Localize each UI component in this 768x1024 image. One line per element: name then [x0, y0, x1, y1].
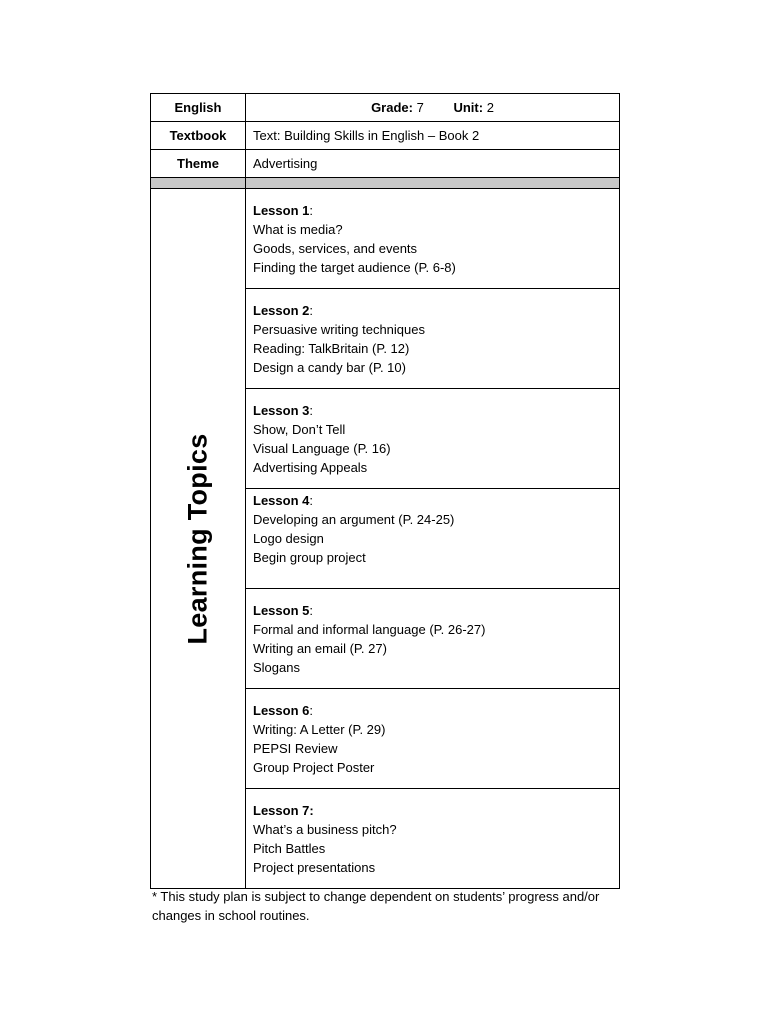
lesson-item: Finding the target audience (P. 6-8)	[253, 260, 456, 275]
unit-label: Unit:	[453, 100, 484, 115]
study-plan-table	[150, 93, 620, 889]
lesson-item: Advertising Appeals	[253, 460, 368, 475]
lesson-title: Lesson 4	[253, 493, 310, 508]
lesson-item: Writing: A Letter (P. 29)	[253, 722, 386, 737]
lesson-cell: Lesson 1: What is media? Goods, services, and events Finding the target audience (P. 6-8)	[246, 189, 620, 289]
lesson-item: What’s a business pitch?	[253, 822, 397, 837]
lesson-item: Formal and informal language (P. 26-27)	[253, 622, 486, 637]
lesson-title: Lesson 5	[253, 603, 310, 618]
lesson-item: Show, Don’t Tell	[253, 422, 346, 437]
grade-unit-cell	[246, 94, 620, 122]
subject-row	[151, 94, 620, 122]
lesson-item: Writing an email (P. 27)	[253, 641, 387, 656]
subject-cell: English	[151, 94, 246, 122]
lesson-item: What is media?	[253, 222, 343, 237]
lesson-item: Persuasive writing techniques	[253, 322, 425, 337]
lesson-item: Project presentations	[253, 860, 376, 875]
lesson-row	[151, 189, 620, 289]
textbook-row	[151, 122, 620, 150]
lesson-item: Group Project Poster	[253, 760, 375, 775]
theme-value: Advertising	[246, 150, 620, 178]
unit-value: 2	[486, 100, 494, 115]
lesson-cell: Lesson 4: Developing an argument (P. 24-25) Logo design Begin group project	[246, 489, 620, 589]
lesson-item: Visual Language (P. 16)	[253, 441, 391, 456]
lesson-item: Pitch Battles	[253, 841, 326, 856]
theme-label: Theme	[151, 150, 246, 178]
learning-topics-cell	[151, 189, 246, 889]
lesson-cell: Lesson 2: Persuasive writing techniques Reading: TalkBritain (P. 12) Design a candy bar (P. 10)	[246, 289, 620, 389]
theme-row	[151, 150, 620, 178]
lesson-cell: Lesson 3: Show, Don’t Tell Visual Language (P. 16) Advertising Appeals	[246, 389, 620, 489]
lesson-title: Lesson 1	[253, 203, 310, 218]
lesson-cell: Lesson 6: Writing: A Letter (P. 29) PEPSI Review Group Project Poster	[246, 689, 620, 789]
lesson-item: Goods, services, and events	[253, 241, 418, 256]
lesson-item: Developing an argument (P. 24-25)	[253, 512, 455, 527]
lesson-cell	[246, 789, 620, 889]
lesson-title: Lesson 3	[253, 403, 310, 418]
separator-row	[151, 178, 620, 189]
lesson-item: Reading: TalkBritain (P. 12)	[253, 341, 410, 356]
textbook-value: Text: Building Skills in English – Book 2	[246, 122, 620, 150]
lesson-item: PEPSI Review	[253, 741, 338, 756]
grade-value: 7	[416, 100, 424, 115]
lesson-item: Begin group project	[253, 550, 366, 565]
lesson-item: Design a candy bar (P. 10)	[253, 360, 406, 375]
lesson-item: Logo design	[253, 531, 324, 546]
lesson-cell: Lesson 5: Formal and informal language (P. 26-27) Writing an email (P. 27) Slogans	[246, 589, 620, 689]
textbook-label: Textbook	[151, 122, 246, 150]
learning-topics-label: Learning Topics	[182, 432, 213, 645]
lesson-item: Slogans	[253, 660, 300, 675]
lesson-title: Lesson 2	[253, 303, 310, 318]
lesson-title: Lesson 7:	[253, 803, 314, 818]
grade-label: Grade:	[371, 100, 413, 115]
lesson-title: Lesson 6	[253, 703, 310, 718]
separator-cell	[246, 178, 620, 189]
separator-cell	[151, 178, 246, 189]
footnote: * This study plan is subject to change dependent on students’ progress and/or changes in school routines.	[152, 889, 600, 923]
